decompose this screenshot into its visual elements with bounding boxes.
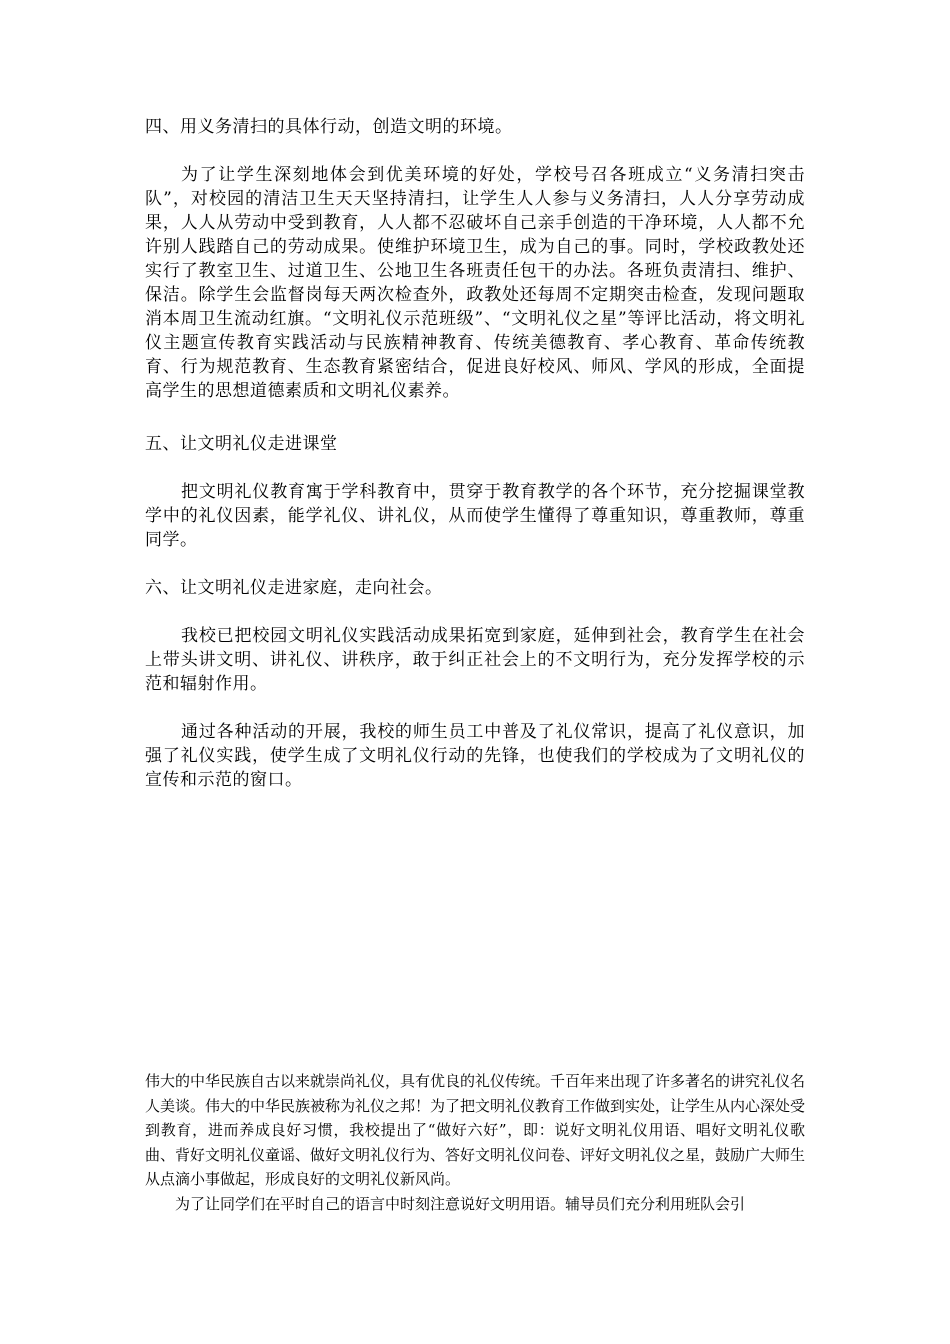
lower-paragraph: 伟大的中华民族自古以来就崇尚礼仪，具有优良的礼仪传统。千百年来出现了许多著名的讲究礼仪名人美谈。伟大的中华民族被称为礼仪之邦！为了把文明礼仪教育工作做到实处，让学生从内心深处受到教育，进而养成良好习惯，我校提出了“做好六好”，即：说好文明礼仪用语、唱好文明礼仪歌曲、背好文明礼仪童谣、做好文明礼仪行为、答好文明礼仪问卷、评好文明礼仪之星，鼓励广大师生从点滴小事做起，形成良好的文明礼仪新风尚。	[145, 1072, 806, 1188]
conclusion-paragraph: 通过各种活动的开展，我校的师生员工中普及了礼仪常识，提高了礼仪意识，加强了礼仪实践，使学生成了文明礼仪行动的先锋，也使我们的学校成为了文明礼仪的宣传和示范的窗口。	[145, 722, 805, 790]
section-paragraph: 把文明礼仪教育寓于学科教育中，贯穿于教育教学的各个环节，充分挖掘课堂教学中的礼仪因素，能学礼仪、讲礼仪，从而使学生懂得了尊重知识，尊重教师，尊重同学。	[145, 482, 805, 550]
section-heading: 五、让文明礼仪走进课堂	[145, 434, 338, 454]
section-paragraph: 我校已把校园文明礼仪实践活动成果拓宽到家庭，延伸到社会，教育学生在社会上带头讲文明、讲礼仪、讲秩序，敢于纠正社会上的不文明行为，充分发挥学校的示范和辐射作用。	[145, 626, 805, 694]
lower-paragraph-continued: 为了让同学们在平时自己的语言中时刻注意说好文明用语。辅导员们充分利用班队会引	[175, 1195, 746, 1213]
section-paragraph: 为了让学生深刻地体会到优美环境的好处，学校号召各班成立“义务清扫突击队”，对校园的清洁卫生天天坚持清扫，让学生人人参与义务清扫，人人分享劳动成果，人人从劳动中受到教育，人人都不忍破坏自己亲手创造的干净环境，人人都不允许别人践踏自己的劳动成果。使维护环境卫生，成为自己的事。同时，学校政教处还实行了教室卫生、过道卫生、公地卫生各班责任包干的办法。各班负责清扫、维护、保洁。除学生会监督岗每天两次检查外，政教处还每周不定期突击检查，发现问题取消本周卫生流动红旗。“文明礼仪示范班级”、“文明礼仪之星”等评比活动，将文明礼仪主题宣传教育实践活动与民族精神教育、传统美德教育、孝心教育、革命传统教育、行为规范教育、生态教育紧密结合，促进良好校风、师风、学风的形成，全面提高学生的思想道德素质和文明礼仪素养。	[145, 165, 805, 401]
section-heading: 四、用义务清扫的具体行动，创造文明的环境。	[145, 117, 513, 137]
section-heading: 六、让文明礼仪走进家庭，走向社会。	[145, 578, 443, 598]
